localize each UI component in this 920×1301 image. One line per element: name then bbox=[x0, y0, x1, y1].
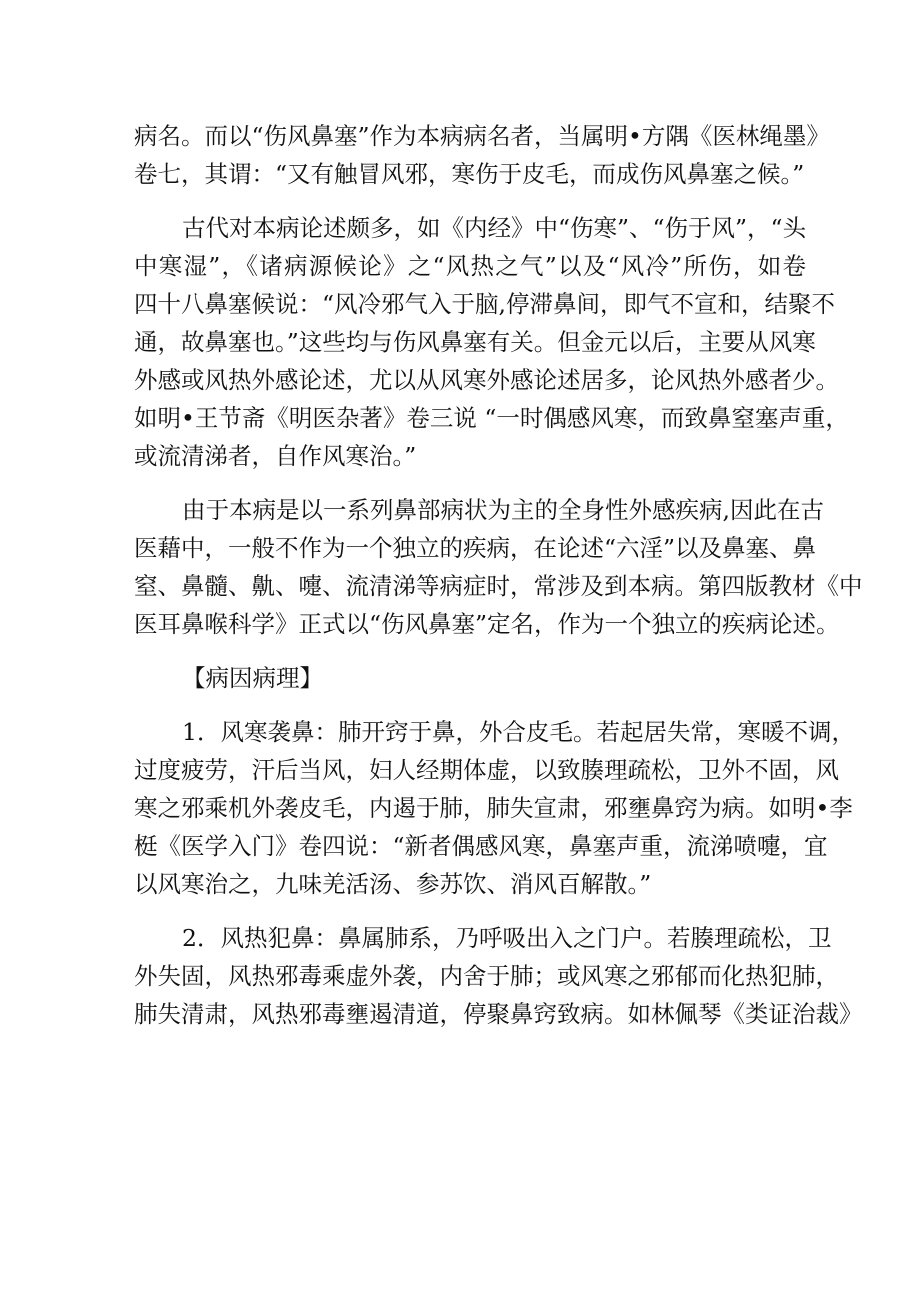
text-line: 如明•王节斋《明医杂著》卷三说 “一时偶感风寒，而致鼻窒塞声重， bbox=[134, 404, 849, 432]
paragraph-item-wind-heat bbox=[134, 919, 863, 1033]
text-line: 卷七，其谓：“又有触冒风邪，寒伤于皮毛，而成伤风鼻塞之候。” bbox=[134, 160, 805, 188]
paragraph-naming bbox=[134, 491, 863, 643]
text-line: 2．风热犯鼻：鼻属肺系，乃呼吸出入之门户。若腠理疏松，卫 bbox=[182, 924, 832, 952]
document-body bbox=[134, 117, 863, 1033]
paragraph-continuation bbox=[134, 117, 830, 193]
text-line: 外失固，风热邪毒乘虚外袭，内舍于肺；或风寒之邪郁而化热犯肺， bbox=[134, 962, 839, 990]
text-line: 外感或风热外感论述，尤以从风寒外感论述居多，论风热外感者少。 bbox=[134, 366, 839, 394]
text-line: 医藉中，一般不作为一个独立的疾病，在论述“六淫”以及鼻塞、鼻 bbox=[134, 534, 817, 562]
text-line: 中寒湿”，《诸病源候论》之“风热之气”以及“风冷”所伤，如卷 bbox=[134, 252, 806, 280]
text-line: 1．风寒袭鼻：肺开窍于鼻，外合皮毛。若起居失常，寒暖不调， bbox=[182, 718, 855, 746]
paragraph-item-wind-cold bbox=[134, 713, 855, 903]
text-line: 过度疲劳，汗后当风，妇人经期体虚，以致腠理疏松，卫外不固，风 bbox=[134, 756, 839, 784]
section-heading bbox=[134, 659, 806, 697]
text-line: 以风寒治之，九味羌活汤、参苏饮、消风百解散。” bbox=[134, 870, 652, 898]
text-line: 梃《医学入门》卷四说：“新者偶感风寒，鼻塞声重，流涕喷嚏，宜 bbox=[134, 832, 828, 860]
text-line: 医耳鼻喉科学》正式以“伤风鼻塞”定名，作为一个独立的疾病论述。 bbox=[134, 610, 840, 638]
text-line: 由于本病是以一系列鼻部病状为主的全身性外感疾病,因此在古 bbox=[182, 496, 824, 524]
text-line: 寒之邪乘机外袭皮毛，内遏于肺，肺失宣肃，邪壅鼻窍为病。如明•李 bbox=[134, 794, 853, 822]
paragraph-ancient-discussion bbox=[134, 209, 849, 475]
text-line: 四十八鼻塞候说：“风冷邪气入于脑,停滞鼻间，即气不宣和，结聚不 bbox=[134, 290, 835, 318]
text-line: 通，故鼻塞也。”这些均与伤风鼻塞有关。但金元以后，主要从风寒 bbox=[134, 328, 816, 356]
text-line: 或流清涕者，自作风寒治。” bbox=[134, 442, 417, 470]
text-line: 窒、鼻髓、鼽、嚏、流清涕等病症时，常涉及到本病。第四版教材《中 bbox=[134, 572, 863, 600]
text-line: 肺失清肃，风热邪毒壅遏清道，停聚鼻窍致病。如林佩琴《类证治裁》 bbox=[134, 1000, 863, 1028]
text-line: 古代对本病论述颇多，如《内经》中“伤寒”、“伤于风”，“头 bbox=[182, 214, 807, 242]
section-heading-text: 【病因病理】 bbox=[182, 664, 323, 692]
text-line: 病名。而以“伤风鼻塞”作为本病病名者，当属明•方隅《医林绳墨》 bbox=[134, 122, 830, 150]
